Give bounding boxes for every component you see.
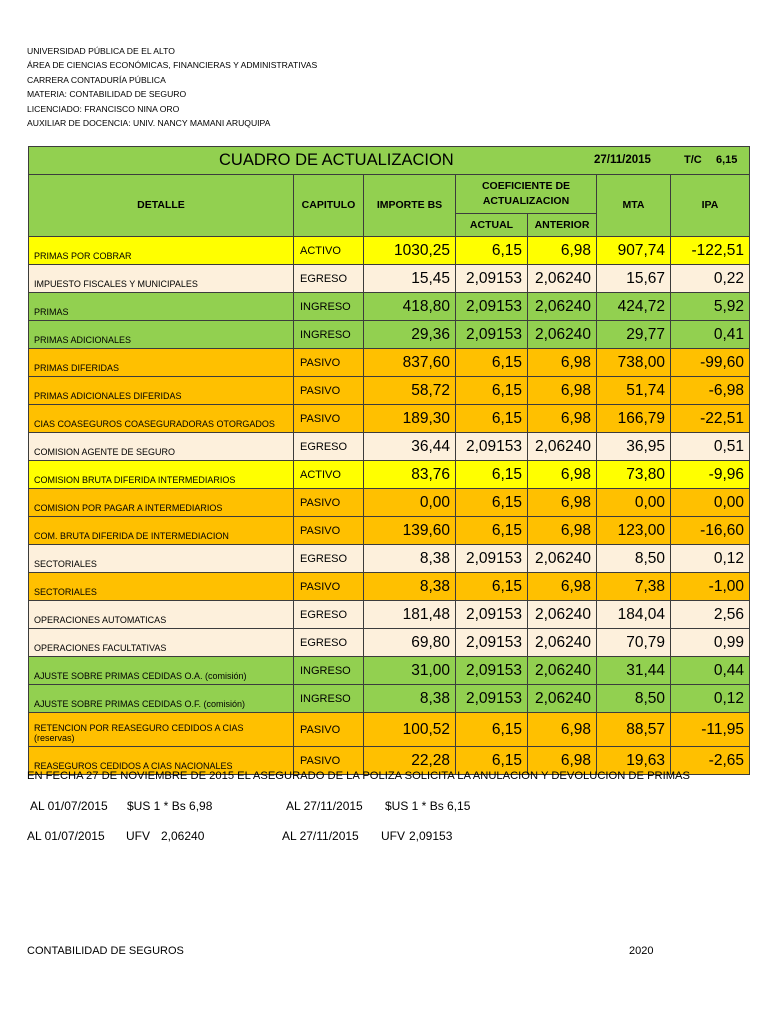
detalle-cell: PRIMAS POR COBRAR — [29, 237, 294, 265]
table-header-row — [29, 175, 750, 214]
teaching-assistant-line: AUXILIAR DE DOCENCIA: UNIV. NANCY MAMANI ARUQUIPA — [27, 118, 271, 129]
mta-cell: 8,50 — [597, 545, 671, 573]
table-body — [29, 237, 750, 775]
table-row — [29, 405, 750, 433]
col-header-mta: MTA — [597, 175, 671, 237]
ipa-cell: -6,98 — [671, 377, 750, 405]
ipa-cell: -11,95 — [671, 713, 750, 747]
exchange-rate-current: $US 1 * Bs 6,15 — [385, 799, 471, 813]
ipa-cell: 0,12 — [671, 545, 750, 573]
anterior-cell: 6,98 — [528, 517, 597, 545]
actual-cell: 6,15 — [456, 237, 528, 265]
anterior-cell: 6,98 — [528, 377, 597, 405]
capitulo-cell: ACTIVO — [294, 461, 364, 489]
importe-cell: 8,38 — [364, 573, 456, 601]
detalle-cell: REASEGUROS CEDIDOS A CIAS NACIONALES — [29, 747, 294, 775]
capitulo-cell: INGRESO — [294, 293, 364, 321]
ipa-cell: 0,51 — [671, 433, 750, 461]
mta-cell: 166,79 — [597, 405, 671, 433]
ufv-date-current: AL 27/11/2015 — [282, 829, 359, 843]
table-title-bar — [29, 147, 750, 175]
importe-cell: 0,00 — [364, 489, 456, 517]
detalle-cell: OPERACIONES FACULTATIVAS — [29, 629, 294, 657]
mta-cell: 0,00 — [597, 489, 671, 517]
anterior-cell: 2,06240 — [528, 629, 597, 657]
importe-cell: 837,60 — [364, 349, 456, 377]
detalle-cell: IMPUESTO FISCALES Y MUNICIPALES — [29, 265, 294, 293]
ipa-cell: 2,56 — [671, 601, 750, 629]
footer-year: 2020 — [629, 945, 654, 957]
importe-cell: 418,80 — [364, 293, 456, 321]
table-row — [29, 461, 750, 489]
mta-cell: 36,95 — [597, 433, 671, 461]
capitulo-cell: INGRESO — [294, 657, 364, 685]
ipa-cell: 0,44 — [671, 657, 750, 685]
exchange-date-previous: AL 01/07/2015 — [30, 799, 108, 813]
career-name: CARRERA CONTADURÍA PÚBLICA — [27, 74, 166, 85]
importe-cell: 189,30 — [364, 405, 456, 433]
mta-cell: 73,80 — [597, 461, 671, 489]
detalle-cell: RETENCION POR REASEGURO CEDIDOS A CIAS (reservas) — [29, 713, 294, 747]
table-row — [29, 685, 750, 713]
exchange-date-current: AL 27/11/2015 — [286, 799, 363, 813]
mta-cell: 738,00 — [597, 349, 671, 377]
col-header-ipa: IPA — [671, 175, 750, 237]
anterior-cell: 2,06240 — [528, 321, 597, 349]
ipa-cell: -122,51 — [671, 237, 750, 265]
col-header-coeficiente: COEFICIENTE DE ACTUALIZACION — [456, 175, 597, 214]
anterior-cell: 6,98 — [528, 405, 597, 433]
table-row — [29, 629, 750, 657]
capitulo-cell: PASIVO — [294, 573, 364, 601]
col-header-anterior: ANTERIOR — [528, 214, 597, 237]
importe-cell: 36,44 — [364, 433, 456, 461]
area-name: ÁREA DE CIENCIAS ECONÓMICAS, FINANCIERAS Y ADMINISTRATIVAS — [27, 60, 318, 71]
table-row — [29, 713, 750, 747]
mta-cell: 70,79 — [597, 629, 671, 657]
detalle-cell: PRIMAS ADICIONALES DIFERIDAS — [29, 377, 294, 405]
table-row — [29, 265, 750, 293]
mta-cell: 184,04 — [597, 601, 671, 629]
mta-cell: 51,74 — [597, 377, 671, 405]
importe-cell: 1030,25 — [364, 237, 456, 265]
ipa-cell: -9,96 — [671, 461, 750, 489]
table-title: CUADRO DE ACTUALIZACION — [219, 151, 454, 169]
document-header — [27, 44, 317, 130]
mta-cell: 19,63 — [597, 747, 671, 775]
actual-cell: 2,09153 — [456, 321, 528, 349]
importe-cell: 8,38 — [364, 545, 456, 573]
table-row — [29, 573, 750, 601]
importe-cell: 8,38 — [364, 685, 456, 713]
exchange-rate-label: T/C — [684, 154, 702, 166]
anterior-cell: 2,06240 — [528, 601, 597, 629]
importe-cell: 69,80 — [364, 629, 456, 657]
table-row — [29, 517, 750, 545]
actual-cell: 2,09153 — [456, 293, 528, 321]
mta-cell: 424,72 — [597, 293, 671, 321]
actual-cell: 6,15 — [456, 349, 528, 377]
anterior-cell: 2,06240 — [528, 433, 597, 461]
col-header-detalle: DETALLE — [29, 175, 294, 237]
mta-cell: 15,67 — [597, 265, 671, 293]
detalle-cell: PRIMAS ADICIONALES — [29, 321, 294, 349]
importe-cell: 29,36 — [364, 321, 456, 349]
mta-cell: 29,77 — [597, 321, 671, 349]
mta-cell: 8,50 — [597, 685, 671, 713]
anterior-cell: 6,98 — [528, 747, 597, 775]
anterior-cell: 2,06240 — [528, 265, 597, 293]
ipa-cell: 0,41 — [671, 321, 750, 349]
table-row — [29, 237, 750, 265]
ipa-cell: 0,22 — [671, 265, 750, 293]
capitulo-cell: PASIVO — [294, 517, 364, 545]
capitulo-cell: PASIVO — [294, 713, 364, 747]
anterior-cell: 2,06240 — [528, 293, 597, 321]
table-row — [29, 321, 750, 349]
table-row — [29, 545, 750, 573]
detalle-cell: COMISION AGENTE DE SEGURO — [29, 433, 294, 461]
table-row — [29, 489, 750, 517]
anterior-cell: 6,98 — [528, 713, 597, 747]
anterior-cell: 2,06240 — [528, 685, 597, 713]
mta-cell: 88,57 — [597, 713, 671, 747]
table-date: 27/11/2015 — [594, 154, 651, 166]
actualizacion-table — [28, 146, 750, 775]
col-header-importe: IMPORTE BS — [364, 175, 456, 237]
professor-line: LICENCIADO: FRANCISCO NINA ORO — [27, 103, 180, 114]
importe-cell: 22,28 — [364, 747, 456, 775]
actual-cell: 6,15 — [456, 573, 528, 601]
ufv-label-previous: UFV — [126, 829, 150, 843]
mta-cell: 7,38 — [597, 573, 671, 601]
ufv-date-previous: AL 01/07/2015 — [27, 829, 105, 843]
importe-cell: 31,00 — [364, 657, 456, 685]
exchange-rate-previous: $US 1 * Bs 6,98 — [127, 799, 213, 813]
detalle-cell: PRIMAS — [29, 293, 294, 321]
actual-cell: 6,15 — [456, 713, 528, 747]
capitulo-cell: INGRESO — [294, 685, 364, 713]
anterior-cell: 6,98 — [528, 573, 597, 601]
actual-cell: 2,09153 — [456, 657, 528, 685]
actual-cell: 2,09153 — [456, 629, 528, 657]
notes-statement: EN FECHA 27 DE NOVIEMBRE DE 2015 EL ASEGURADO DE LA POLIZA SOLICITA LA ANULACION Y DEVOLUCION DE PRIMAS — [27, 770, 690, 782]
capitulo-cell: INGRESO — [294, 321, 364, 349]
capitulo-cell: EGRESO — [294, 265, 364, 293]
ufv-value-current: 2,09153 — [409, 829, 453, 843]
table-row — [29, 349, 750, 377]
detalle-cell: SECTORIALES — [29, 573, 294, 601]
table-row — [29, 377, 750, 405]
ufv-label-current: UFV — [381, 829, 405, 843]
importe-cell: 83,76 — [364, 461, 456, 489]
ipa-cell: 0,00 — [671, 489, 750, 517]
capitulo-cell: EGRESO — [294, 601, 364, 629]
capitulo-cell: PASIVO — [294, 377, 364, 405]
anterior-cell: 2,06240 — [528, 545, 597, 573]
importe-cell: 139,60 — [364, 517, 456, 545]
detalle-cell: COMISION POR PAGAR A INTERMEDIARIOS — [29, 489, 294, 517]
detalle-cell: CIAS COASEGUROS COASEGURADORAS OTORGADOS — [29, 405, 294, 433]
ipa-cell: -99,60 — [671, 349, 750, 377]
actual-cell: 6,15 — [456, 747, 528, 775]
university-name: UNIVERSIDAD PÚBLICA DE EL ALTO — [27, 46, 175, 56]
actual-cell: 2,09153 — [456, 545, 528, 573]
ipa-cell: -1,00 — [671, 573, 750, 601]
capitulo-cell: PASIVO — [294, 489, 364, 517]
detalle-cell: PRIMAS DIFERIDAS — [29, 349, 294, 377]
anterior-cell: 6,98 — [528, 349, 597, 377]
capitulo-cell: PASIVO — [294, 747, 364, 775]
importe-cell: 181,48 — [364, 601, 456, 629]
mta-cell: 31,44 — [597, 657, 671, 685]
actual-cell: 6,15 — [456, 461, 528, 489]
actual-cell: 2,09153 — [456, 685, 528, 713]
exchange-rate-value: 6,15 — [716, 154, 738, 166]
detalle-cell: SECTORIALES — [29, 545, 294, 573]
ipa-cell: -2,65 — [671, 747, 750, 775]
subject-line: MATERIA: CONTABILIDAD DE SEGURO — [27, 89, 187, 100]
actual-cell: 2,09153 — [456, 601, 528, 629]
detalle-cell: AJUSTE SOBRE PRIMAS CEDIDAS O.A. (comisión) — [29, 657, 294, 685]
capitulo-cell: EGRESO — [294, 433, 364, 461]
detalle-cell: COM. BRUTA DIFERIDA DE INTERMEDIACION — [29, 517, 294, 545]
importe-cell: 58,72 — [364, 377, 456, 405]
ufv-value-previous: 2,06240 — [161, 829, 205, 843]
capitulo-cell: EGRESO — [294, 629, 364, 657]
mta-cell: 907,74 — [597, 237, 671, 265]
table-title-row — [29, 147, 750, 175]
table-row — [29, 293, 750, 321]
ipa-cell: 0,99 — [671, 629, 750, 657]
anterior-cell: 6,98 — [528, 461, 597, 489]
capitulo-cell: EGRESO — [294, 545, 364, 573]
detalle-cell: AJUSTE SOBRE PRIMAS CEDIDAS O.F. (comisión) — [29, 685, 294, 713]
col-header-actual: ACTUAL — [456, 214, 528, 237]
importe-cell: 100,52 — [364, 713, 456, 747]
table-row — [29, 657, 750, 685]
anterior-cell: 6,98 — [528, 489, 597, 517]
table-row — [29, 601, 750, 629]
detalle-cell: COMISION BRUTA DIFERIDA INTERMEDIARIOS — [29, 461, 294, 489]
anterior-cell: 6,98 — [528, 237, 597, 265]
capitulo-cell: ACTIVO — [294, 237, 364, 265]
importe-cell: 15,45 — [364, 265, 456, 293]
col-header-capitulo: CAPITULO — [294, 175, 364, 237]
footer-course: CONTABILIDAD DE SEGUROS — [27, 945, 184, 957]
table-row — [29, 433, 750, 461]
actual-cell: 2,09153 — [456, 265, 528, 293]
ipa-cell: -16,60 — [671, 517, 750, 545]
ipa-cell: -22,51 — [671, 405, 750, 433]
ipa-cell: 5,92 — [671, 293, 750, 321]
actual-cell: 6,15 — [456, 405, 528, 433]
capitulo-cell: PASIVO — [294, 349, 364, 377]
actual-cell: 6,15 — [456, 517, 528, 545]
actual-cell: 2,09153 — [456, 433, 528, 461]
detalle-cell: OPERACIONES AUTOMATICAS — [29, 601, 294, 629]
actual-cell: 6,15 — [456, 489, 528, 517]
capitulo-cell: PASIVO — [294, 405, 364, 433]
actual-cell: 6,15 — [456, 377, 528, 405]
ipa-cell: 0,12 — [671, 685, 750, 713]
mta-cell: 123,00 — [597, 517, 671, 545]
anterior-cell: 2,06240 — [528, 657, 597, 685]
